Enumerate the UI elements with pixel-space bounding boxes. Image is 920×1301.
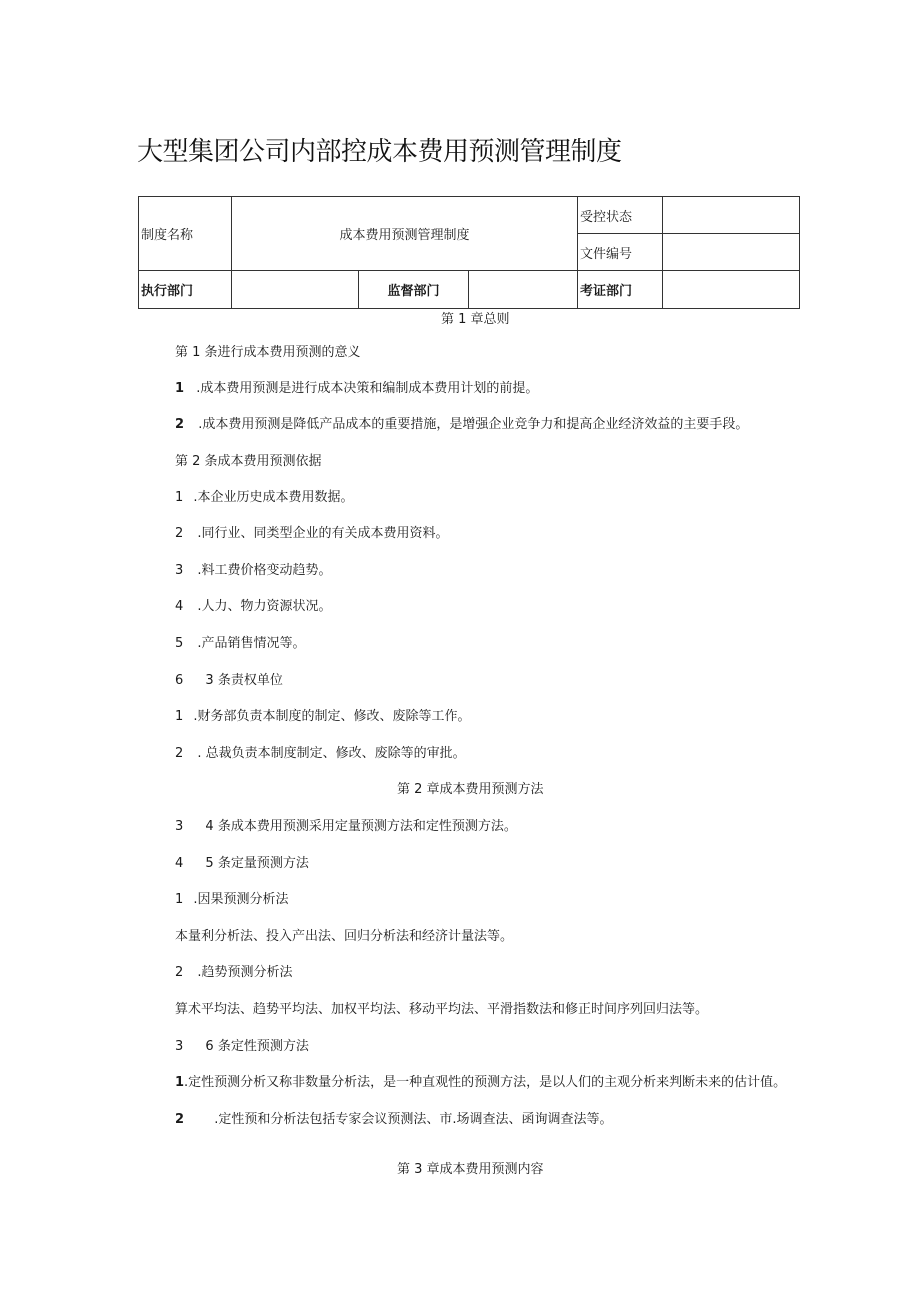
item-text: .因果预测分析法	[193, 892, 289, 907]
article-title-text: 5 条定量预测方法	[205, 856, 309, 871]
article-3-title	[175, 673, 283, 689]
article-6-item-1	[175, 1075, 786, 1091]
item-text: .人力、物力资源状况。	[197, 599, 332, 614]
article-2-item-3	[175, 563, 332, 579]
item-number: 2	[175, 526, 184, 541]
article-3-item-2	[175, 746, 466, 762]
item-text: .成本费用预测是进行成本决策和编制成本费用计划的前提。	[196, 381, 539, 396]
article-title-text: 4 条成本费用预测采用定量预测方法和定性预测方法。	[205, 819, 517, 834]
article-prefix: 6	[175, 673, 184, 688]
article-3-item-1	[175, 709, 471, 725]
chapter-2-heading: 第 2 章成本费用预测方法	[397, 782, 544, 797]
article-6-item-2	[175, 1112, 612, 1128]
article-title-text: 6 条定性预测方法	[205, 1039, 309, 1054]
article-2-item-1	[175, 490, 354, 506]
chapter-1-heading: 第 1 章总则	[441, 312, 510, 327]
item-number: 4	[175, 599, 184, 614]
article-5-title	[175, 856, 309, 872]
chapter-3-heading: 第 3 章成本费用预测内容	[397, 1162, 544, 1177]
item-text: .定性预测分析又称非数量分析法，是一种直观性的预测方法，是以人们的主观分析来判断未来的估计值。	[184, 1075, 787, 1090]
info-table	[138, 196, 800, 309]
item-text: .定性预和分析法包括专家会议预测法、市.场调查法、函询调查法等。	[214, 1112, 613, 1127]
document-title: 大型集团公司内部控成本费用预测管理制度	[137, 137, 622, 167]
control-status-value	[663, 197, 800, 234]
item-number: 1	[175, 1075, 185, 1090]
item-text: .产品销售情况等。	[197, 636, 306, 651]
item-number: 2	[175, 746, 184, 761]
file-number-value	[663, 234, 800, 271]
item-number: 5	[175, 636, 184, 651]
item-text: .本企业历史成本费用数据。	[193, 490, 354, 505]
item-text: .成本费用预测是降低产品成本的重要措施，是增强企业竞争力和提高企业经济效益的主要手段。	[198, 417, 749, 432]
article-4-title	[175, 819, 517, 835]
item-number: 1	[175, 709, 184, 724]
article-5-item-2-detail: 算术平均法、趋势平均法、加权平均法、移动平均法、平滑指数法和修正时间序列回归法等。	[175, 1002, 709, 1017]
item-text: .财务部负责本制度的制定、修改、废除等工作。	[193, 709, 471, 724]
article-5-item-1	[175, 892, 289, 908]
item-number: 1	[175, 381, 185, 396]
article-prefix: 4	[175, 856, 184, 871]
article-2-item-5	[175, 636, 306, 652]
label-exec-dept: 执行部门	[139, 271, 232, 309]
label-file-number: 文件编号	[578, 234, 663, 271]
item-text: . 总裁负责本制度制定、修改、废除等的审批。	[197, 746, 466, 761]
exec-dept-value	[232, 271, 359, 309]
item-number: 2	[175, 965, 184, 980]
item-number: 1	[175, 490, 184, 505]
article-5-item-2	[175, 965, 293, 981]
label-verify-dept: 考证部门	[578, 271, 663, 309]
item-number: 1	[175, 892, 184, 907]
label-policy-name: 制度名称	[139, 197, 232, 271]
article-2-title: 第 2 条成本费用预测依据	[175, 454, 322, 469]
item-text: .同行业、同类型企业的有关成本费用资料。	[197, 526, 449, 541]
label-control-status: 受控状态	[578, 197, 663, 234]
article-prefix: 3	[175, 1039, 184, 1054]
article-1-item-1	[175, 381, 538, 397]
item-number: 2	[175, 1112, 185, 1127]
article-title-text: 3 条责权单位	[205, 673, 283, 688]
article-2-item-4	[175, 599, 332, 615]
article-6-title	[175, 1039, 309, 1055]
supervise-dept-value	[469, 271, 578, 309]
article-2-item-2	[175, 526, 449, 542]
article-5-item-1-detail: 本量利分析法、投入产出法、回归分析法和经济计量法等。	[175, 929, 514, 944]
article-1-title: 第 1 条进行成本费用预测的意义	[175, 345, 361, 360]
label-supervise-dept: 监督部门	[359, 271, 469, 309]
verify-dept-value	[663, 271, 800, 309]
item-text: .料工费价格变动趋势。	[197, 563, 332, 578]
article-prefix: 3	[175, 819, 184, 834]
policy-name-value: 成本费用预测管理制度	[232, 197, 578, 271]
item-number: 3	[175, 563, 184, 578]
item-number: 2	[175, 417, 185, 432]
article-1-item-2	[175, 417, 748, 433]
item-text: .趋势预测分析法	[197, 965, 293, 980]
